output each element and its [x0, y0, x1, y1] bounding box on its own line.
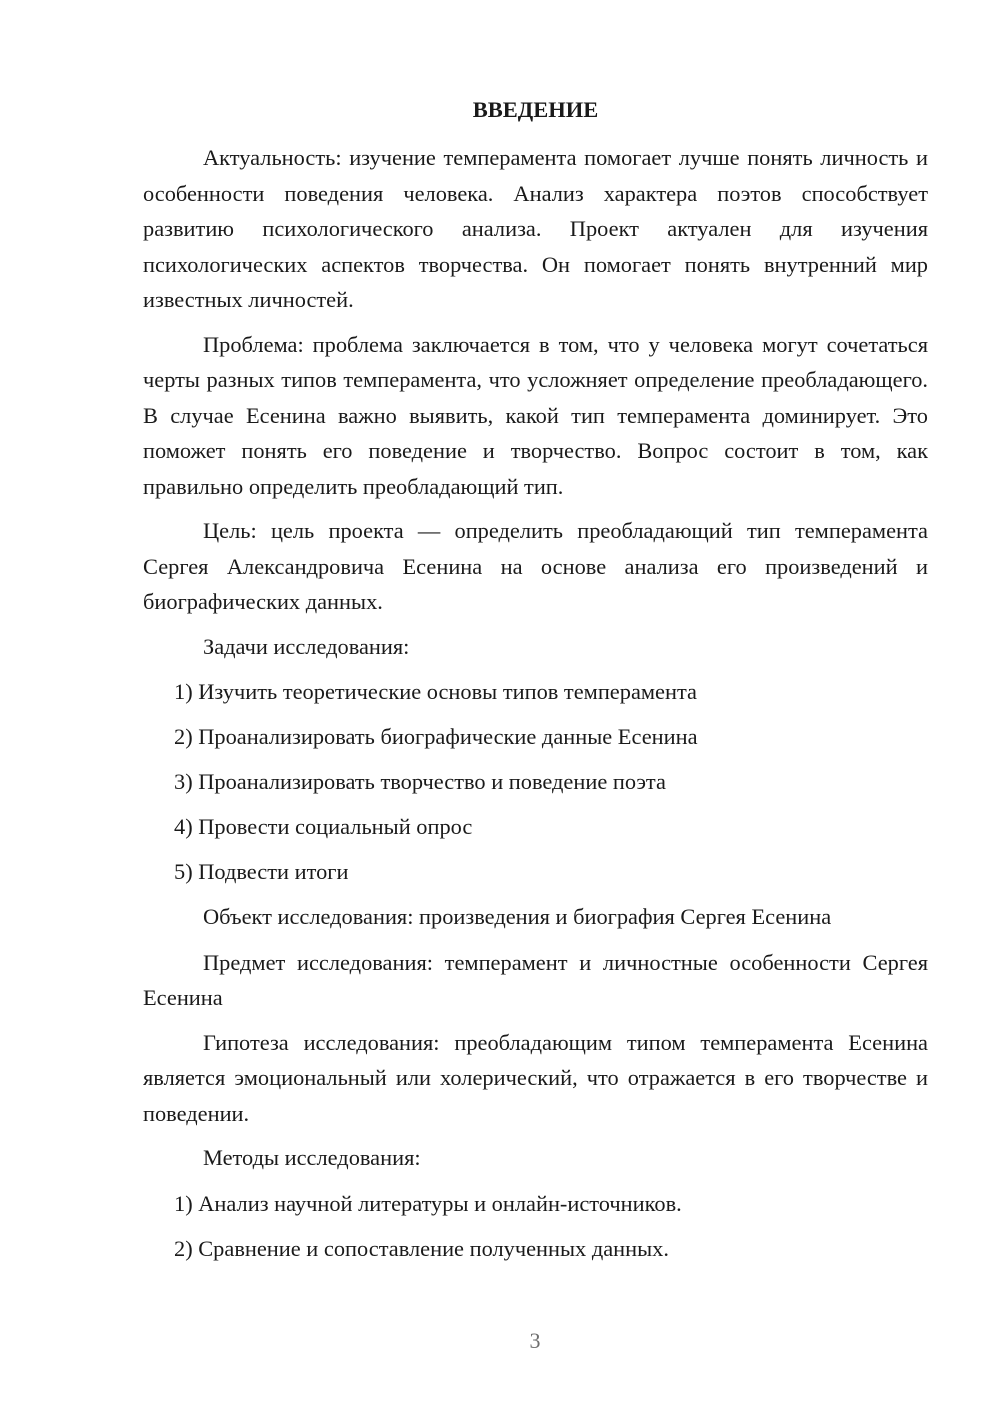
- page-content: [143, 92, 928, 1276]
- hypothesis-paragraph: Гипотеза исследования: преобладающим типом темперамента Есенина является эмоциональный или холерический, что отражается в его творчестве и поведении.: [143, 1029, 928, 1126]
- tasks-heading: Задачи исследования:: [203, 633, 410, 659]
- list-item: 2) Сравнение и сопоставление полученных данных.: [174, 1235, 669, 1261]
- goal-paragraph: Цель: цель проекта — определить преобладающий тип темперамента Сергея Александровича Есенина на основе анализа его произведений и биографических данных.: [143, 518, 928, 614]
- object-paragraph: Объект исследования: произведения и биография Сергея Есенина: [203, 904, 832, 929]
- list-item: 3) Проанализировать творчество и поведение поэта: [174, 769, 666, 794]
- problem-paragraph: Проблема: проблема заключается в том, что у человека могут сочетаться черты разных типов темперамента, что усложняет определение преобладающего. В случае Есенина важно выявить, какой тип темперамента доминирует. Это поможет понять его поведение и творчество. Вопрос состоит в том, как правильно определить преобладающий тип.: [143, 331, 928, 499]
- list-item: 1) Изучить теоретические основы типов темперамента: [174, 679, 697, 704]
- methods-heading: Методы исследования:: [203, 1145, 421, 1170]
- page-title: ВВЕДЕНИЕ: [472, 97, 599, 122]
- subject-paragraph: Предмет исследования: темперамент и личностные особенности Сергея Есенина: [143, 949, 928, 1010]
- list-item: 5) Подвести итоги: [174, 859, 349, 884]
- relevance-paragraph: Актуальность: изучение темперамента помогает лучше понять личность и особенности поведения человека. Анализ характера поэтов способствует развитию психологического анализа. Проект актуален для изучения психологических аспектов творчества. Он помогает понять внутренний мир известных личностей.: [143, 145, 928, 312]
- list-item: 1) Анализ научной литературы и онлайн-источников.: [174, 1190, 682, 1216]
- list-item: 4) Провести социальный опрос: [174, 814, 473, 839]
- methods-list: [143, 1186, 928, 1267]
- tasks-list: [143, 674, 928, 890]
- page-number: 3: [529, 1328, 541, 1353]
- list-item: 2) Проанализировать биографические данные Есенина: [174, 724, 698, 749]
